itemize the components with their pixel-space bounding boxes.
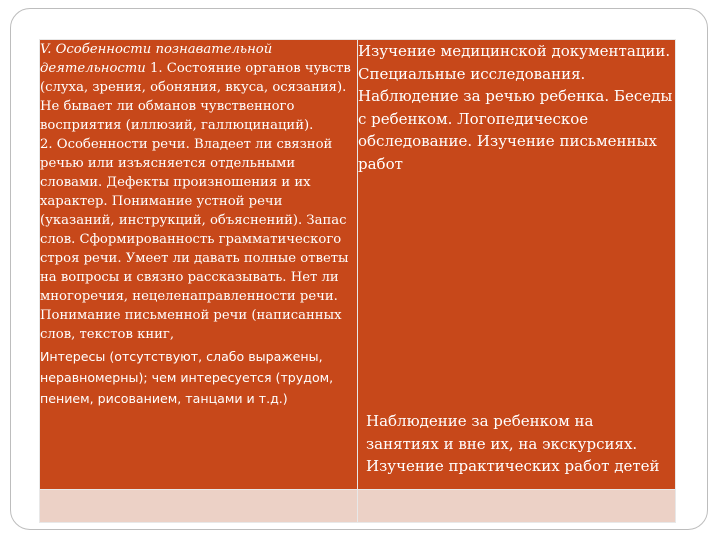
organs-paragraph: 1. Состояние органов чувств (слуха, зрения, обоняния, вкуса, осязания). Не бывает ли обманов чувственного восприятия (иллюзий, галлюцинаций). [40, 61, 351, 133]
left-cell [40, 40, 358, 490]
interests-paragraph: Интересы (отсутствуют, слабо выражены, неравномерны); чем интересуется (трудом, пением, рисованием, танцами и т.д.) [40, 349, 334, 406]
right-cell [358, 40, 676, 490]
methods-block-b: Наблюдение за ребенком на занятиях и вне их, на экскурсиях. Изучение практических работ детей [366, 412, 660, 475]
section-title: V. Особенности познавательной деятельности [40, 42, 273, 76]
empty-cell-left [40, 490, 358, 523]
methods-block-a: Изучение медицинской документации. Специальные исследования. Наблюдение за речью ребенка. Беседы с ребенком. Логопедическое обследование. Изучение письменных работ [358, 42, 673, 173]
speech-paragraph: 2. Особенности речи. Владеет ли связной речью или изъясняется отдельными словами. Дефекты произношения и их характер. Понимание устной речи (указаний, инструкций, объяснений). Запас слов. Сформированность грамматического строя речи. Умеет ли давать полные ответы на вопросы и связно рассказывать. Нет ли многоречия, нецеленаправленности речи. Понимание письменной речи (написанных слов, текстов книг, [40, 137, 349, 342]
content-table [39, 39, 676, 523]
table-row-empty [40, 490, 676, 523]
table-row [40, 40, 676, 490]
empty-cell-right [358, 490, 676, 523]
